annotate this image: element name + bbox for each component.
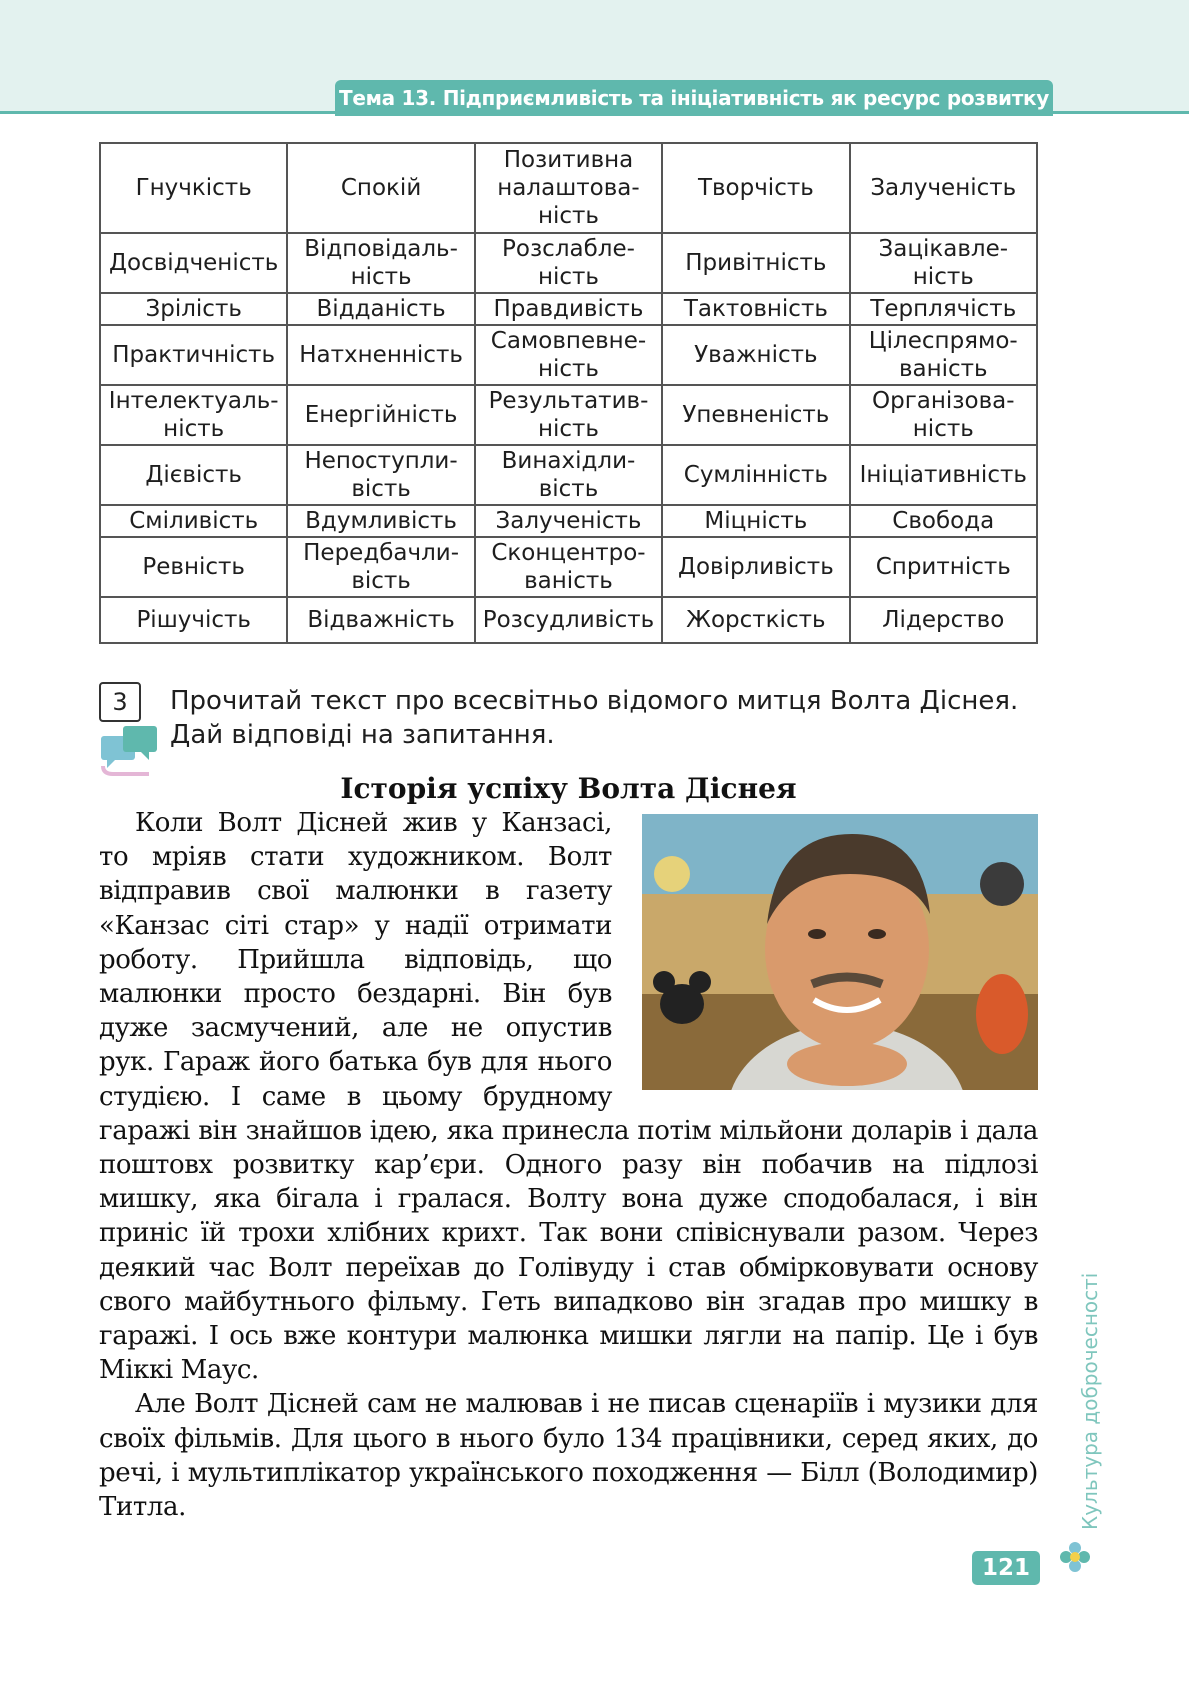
table-cell: Творчість	[662, 143, 849, 233]
story-paragraph-1: Коли Волт Дісней жив у Канзасі, то мріяв стати художником. Волт відправив свої малюнки в газету «Канзас сіті стар» у надії отримати роботу. Прийшла відповідь, що малюнки просто бездарні. Він був дуже засмучений, але не опустив рук. Гараж його батька був для нього студією. І саме в цьому брудному гаражі він знайшов ідею, яка принесла потім мільйони доларів і дала поштовх розвитку кар’єри. Одного разу він побачив на підлозі мишку, яка бігала і гралася. Волту вона дуже сподобалася, і він приніс їй трохи хлібних крихт. Так вони співіснували разом. Через деякий час Волт переїхав до Голівуду і став обмірковувати основу свого майбутнього фільму. Геть випадково він згадав про мишку в гаражі. І ось вже контури малюнка мишки лягли на папір. Це і був Міккі Маус.	[99, 808, 1038, 1386]
table-row	[100, 445, 1037, 505]
table-cell: Гнучкість	[100, 143, 287, 233]
table-row	[100, 505, 1037, 537]
table-cell: Натхненність	[287, 325, 474, 385]
traits-table	[99, 142, 1038, 644]
story-paragraph-2: Але Волт Дісней сам не малював і не писав сценаріїв і музики для своїх фільмів. Для цього в нього було 134 працівники, серед яких, до речі, і мультиплікатор українського походження — Білл (Володимир) Титла.	[99, 1389, 1038, 1523]
walt-disney-portrait-image	[642, 814, 1038, 1090]
table-cell: Дієвість	[100, 445, 287, 505]
story-title: Історія успіху Волта Діснея	[340, 772, 797, 805]
table-cell: Вдумливість	[287, 505, 474, 537]
table-cell: Сумлінність	[662, 445, 849, 505]
table-cell: Інтелектуаль-ність	[100, 385, 287, 445]
table-cell: Сміливість	[100, 505, 287, 537]
table-row	[100, 325, 1037, 385]
table-cell: Правдивість	[475, 293, 662, 325]
table-row	[100, 597, 1037, 643]
table-cell: Цілеспрямо-ваність	[850, 325, 1037, 385]
table-row	[100, 143, 1037, 233]
table-cell: Упевненість	[662, 385, 849, 445]
flower-icon	[1058, 1540, 1092, 1574]
section-side-label: Культура доброчесності	[1078, 1272, 1102, 1530]
table-cell: Енергійність	[287, 385, 474, 445]
table-cell: Винахідли-вість	[475, 445, 662, 505]
table-cell: Уважність	[662, 325, 849, 385]
table-cell: Залученість	[850, 143, 1037, 233]
table-cell: Ініціативність	[850, 445, 1037, 505]
table-cell: Організова-ність	[850, 385, 1037, 445]
table-cell: Відданість	[287, 293, 474, 325]
table-row	[100, 385, 1037, 445]
table-cell: Непоступли-вість	[287, 445, 474, 505]
table-cell: Терплячість	[850, 293, 1037, 325]
page-number: 121	[972, 1551, 1040, 1585]
theme-title: Тема 13. Підприємливість та ініціативність як ресурс розвитку	[335, 80, 1053, 116]
table-cell: Тактовність	[662, 293, 849, 325]
table-cell: Міцність	[662, 505, 849, 537]
table-cell: Спритність	[850, 537, 1037, 597]
table-cell: Жорсткість	[662, 597, 849, 643]
table-cell: Зацікавле-ність	[850, 233, 1037, 293]
table-row	[100, 233, 1037, 293]
table-cell: Розсудливість	[475, 597, 662, 643]
table-cell: Ревність	[100, 537, 287, 597]
table-cell: Привітність	[662, 233, 849, 293]
table-cell: Практичність	[100, 325, 287, 385]
story-text	[99, 806, 1038, 1524]
table-cell: Самовпевне-ність	[475, 325, 662, 385]
table-cell: Передбачли-вість	[287, 537, 474, 597]
table-cell: Відповідаль-ність	[287, 233, 474, 293]
table-row	[100, 537, 1037, 597]
table-cell: Довірливість	[662, 537, 849, 597]
table-cell: Рішучість	[100, 597, 287, 643]
task-number-badge: 3	[99, 682, 141, 722]
table-cell: Досвідченість	[100, 233, 287, 293]
table-cell: Зрілість	[100, 293, 287, 325]
table-cell: Розслабле-ність	[475, 233, 662, 293]
table-row	[100, 293, 1037, 325]
table-cell: Лідерство	[850, 597, 1037, 643]
table-cell: Залученість	[475, 505, 662, 537]
task-instruction: Прочитай текст про всесвітньо відомого митця Волта Діснея. Дай відповіді на запитання.	[170, 686, 1019, 750]
table-cell: Позитивна налаштова-ність	[475, 143, 662, 233]
table-cell: Спокій	[287, 143, 474, 233]
table-cell: Свобода	[850, 505, 1037, 537]
table-cell: Результатив-ність	[475, 385, 662, 445]
table-cell: Відважність	[287, 597, 474, 643]
table-cell: Сконцентро-ваність	[475, 537, 662, 597]
